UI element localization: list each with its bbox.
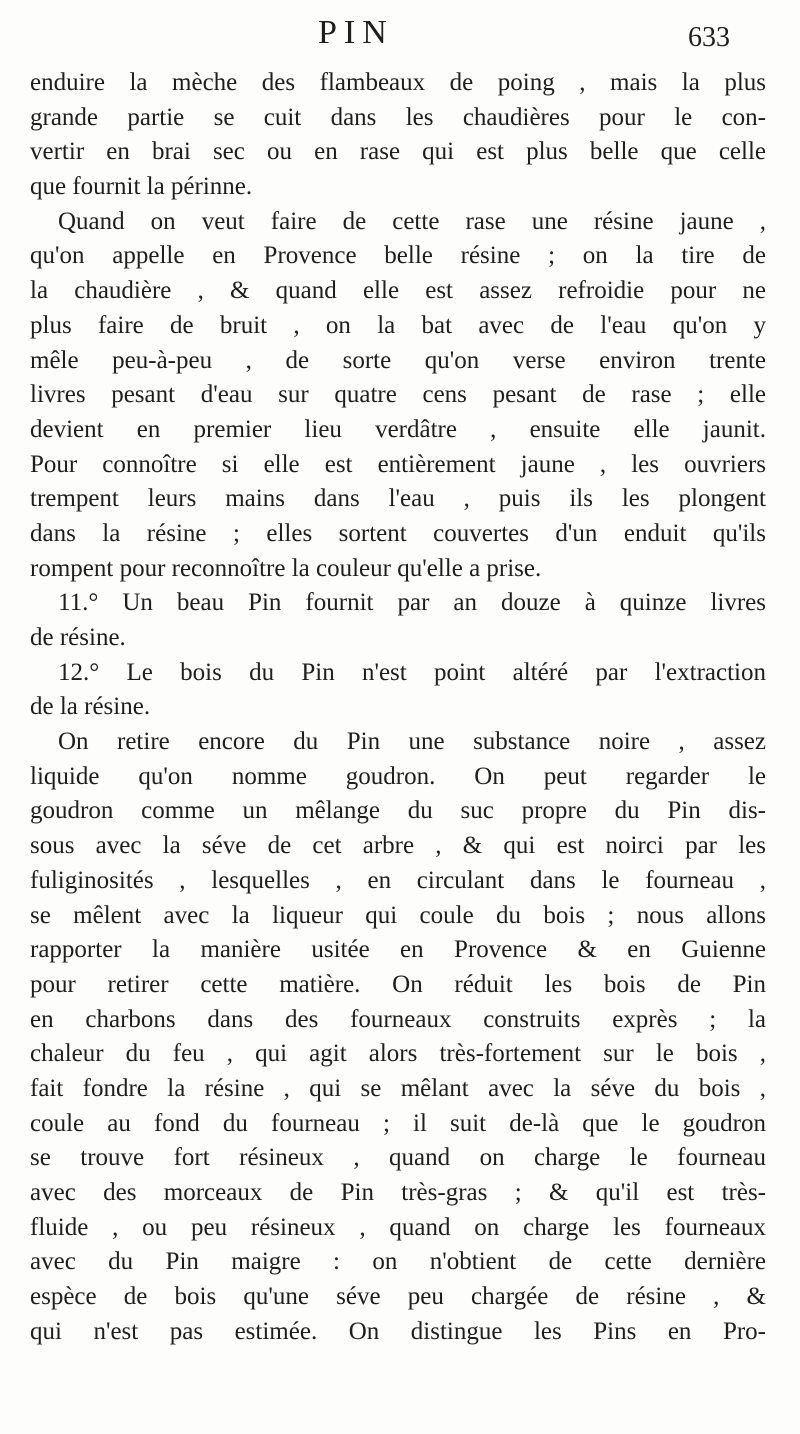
text-line: vertir en brai sec ou en rase qui est plus belle que celle: [30, 138, 766, 166]
text-line: fuliginosités , lesquelles , en circulant dans le fourneau ,: [30, 866, 766, 894]
text-line: en charbons dans des fourneaux construits exprès ; la: [30, 1005, 766, 1033]
text-line: espèce de bois qu'une séve peu chargée de résine , &: [30, 1283, 766, 1311]
text-line: rompent pour reconnoître la couleur qu'elle a prise.: [30, 554, 542, 582]
text-line: liquide qu'on nomme goudron. On peut regarder le: [30, 762, 766, 790]
text-line: grande partie se cuit dans les chaudières pour le con-: [30, 103, 766, 131]
running-head: [0, 14, 800, 60]
text-line: de la résine.: [30, 693, 151, 721]
text-line: la chaudière , & quand elle est assez refroidie pour ne: [30, 277, 766, 305]
text-line: se mêlent avec la liqueur qui coule du bois ; nous allons: [30, 901, 766, 929]
text-line: fluide , ou peu résineux , quand on charge les fourneaux: [30, 1213, 766, 1241]
text-line: chaleur du feu , qui agit alors très-fortement sur le bois ,: [30, 1040, 766, 1068]
text-line: fait fondre la résine , qui se mêlant avec la séve du bois ,: [30, 1074, 766, 1102]
text-line: coule au fond du fourneau ; il suit de-là que le goudron: [30, 1109, 766, 1137]
text-line: devient en premier lieu verdâtre , ensuite elle jaunit.: [30, 415, 766, 443]
text-line: mêle peu-à-peu , de sorte qu'on verse environ trente: [30, 346, 766, 374]
text-line: dans la résine ; elles sortent couvertes d'un enduit qu'ils: [30, 519, 766, 547]
body-text: [30, 66, 766, 1349]
text-line: Pour connoître si elle est entièrement jaune , les ouvriers: [30, 450, 766, 478]
text-line: plus faire de bruit , on la bat avec de l'eau qu'on y: [30, 311, 766, 339]
text-line: enduire la mèche des flambeaux de poing , mais la plus: [30, 69, 766, 96]
text-line: sous avec la séve de cet arbre , & qui est noirci par les: [30, 832, 766, 860]
text-line: pour retirer cette matière. On réduit les bois de Pin: [30, 970, 766, 998]
text-line: que fournit la périnne.: [30, 173, 253, 201]
text-line: livres pesant d'eau sur quatre cens pesant de rase ; elle: [30, 381, 766, 409]
text-line: qui n'est pas estimée. On distingue les Pins en Pro-: [30, 1317, 766, 1345]
running-head-title: PIN: [318, 14, 394, 51]
text-line: goudron comme un mêlange du suc propre du Pin dis-: [30, 797, 766, 825]
text-line: avec des morceaux de Pin très-gras ; & qu'il est très-: [30, 1179, 766, 1206]
text-line: se trouve fort résineux , quand on charge le fourneau: [30, 1144, 766, 1172]
text-line: On retire encore du Pin une substance noire , assez: [58, 728, 766, 756]
page-number: 633: [688, 22, 730, 53]
text-line: 11.° Un beau Pin fournit par an douze à quinze livres: [58, 589, 766, 617]
text-line: avec du Pin maigre : on n'obtient de cette dernière: [30, 1248, 766, 1276]
text-line: trempent leurs mains dans l'eau , puis ils les plongent: [30, 485, 766, 513]
text-line: Quand on veut faire de cette rase une résine jaune ,: [58, 207, 766, 235]
text-line: rapporter la manière usitée en Provence & en Guienne: [30, 936, 766, 964]
text-line: 12.° Le bois du Pin n'est point altéré par l'extraction: [58, 658, 766, 686]
text-line: qu'on appelle en Provence belle résine ; on la tire de: [30, 242, 766, 270]
text-line: de résine.: [30, 624, 126, 651]
